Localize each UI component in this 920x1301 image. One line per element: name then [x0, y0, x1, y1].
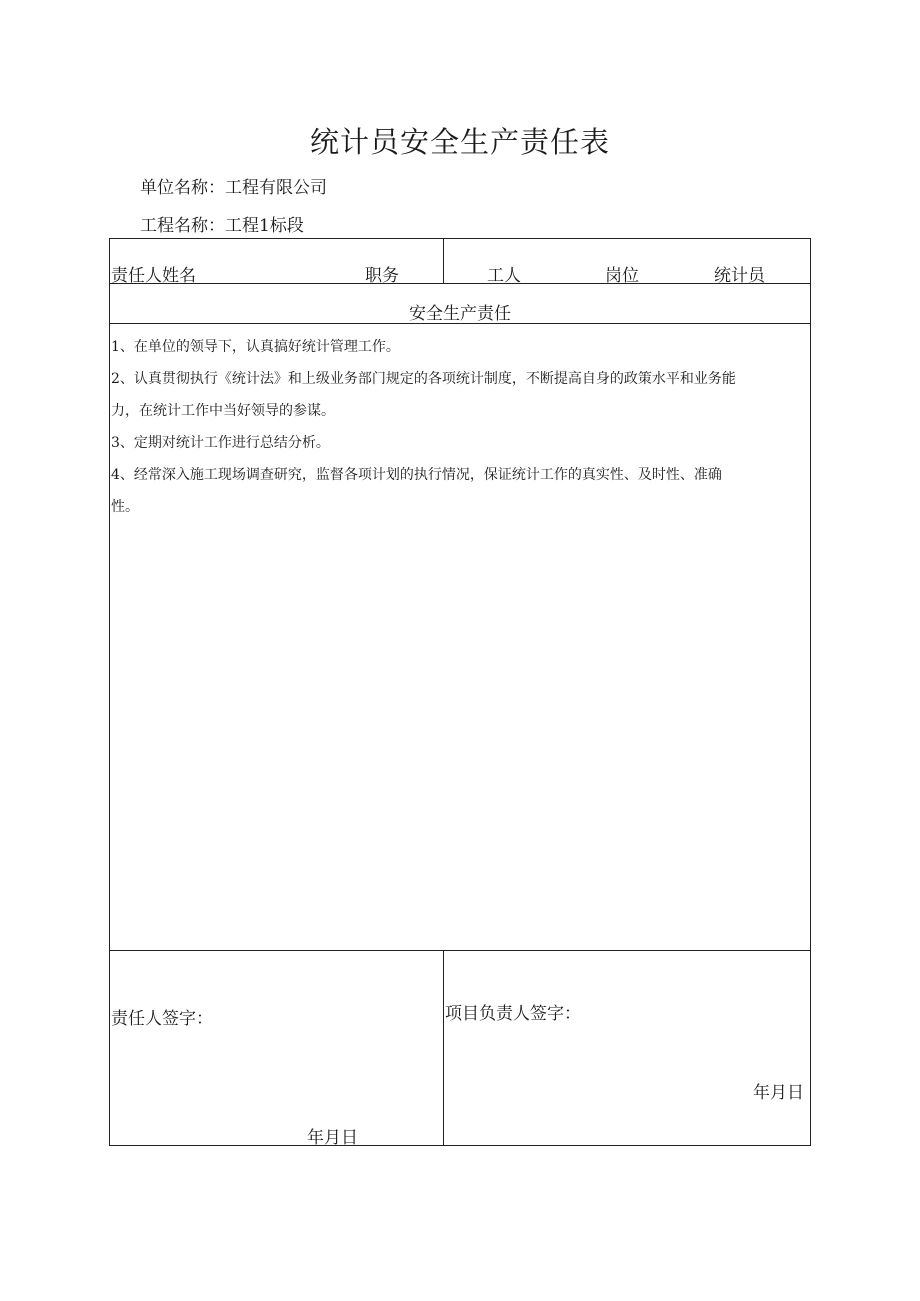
manager-signature-label: 项目负责人签字：	[445, 1004, 581, 1024]
responsible-signature-label: 责任人签字：	[111, 1009, 213, 1029]
duty-line: 4、经常深入施工现场调查研究，监督各项计划的执行情况，保证统计工作的真实性、及时性、准确	[111, 467, 722, 483]
responsible-signature-date: 年月日	[307, 1128, 358, 1148]
unit-name-value: 工程有限公司	[225, 178, 327, 198]
signature-top-rule	[110, 950, 810, 951]
project-name-label: 工程名称：	[140, 216, 225, 236]
responsibility-table	[109, 238, 811, 1146]
duty-line: 1、在单位的领导下，认真搞好统计管理工作。	[111, 339, 400, 355]
project-name-value: 工程1标段	[225, 216, 304, 236]
duty-line: 3、定期对统计工作进行总结分析。	[111, 435, 330, 451]
post-label: 岗位	[605, 266, 639, 286]
project-name-row	[140, 211, 304, 236]
responsible-name-label: 责任人姓名	[111, 266, 196, 286]
section-title: 安全生产责任	[409, 304, 511, 324]
document-title: 统计员安全生产责任表	[309, 125, 610, 159]
duties-list	[111, 331, 803, 523]
header-divider	[443, 239, 444, 283]
manager-signature-date: 年月日	[753, 1083, 804, 1103]
duty-line: 2、认真贯彻执行《统计法》和上级业务部门规定的各项统计制度，不断提高自身的政策水平和业务能	[111, 371, 736, 387]
duty-value: 工人	[487, 266, 521, 286]
unit-name-row	[140, 173, 327, 198]
duty-label: 职务	[365, 266, 399, 286]
duty-line: 性。	[111, 499, 139, 515]
post-value: 统计员	[714, 266, 765, 286]
signature-divider	[443, 950, 444, 1145]
header-bottom-rule	[110, 283, 810, 284]
unit-name-label: 单位名称：	[140, 178, 225, 198]
duty-line: 力，在统计工作中当好领导的参谋。	[111, 403, 335, 419]
